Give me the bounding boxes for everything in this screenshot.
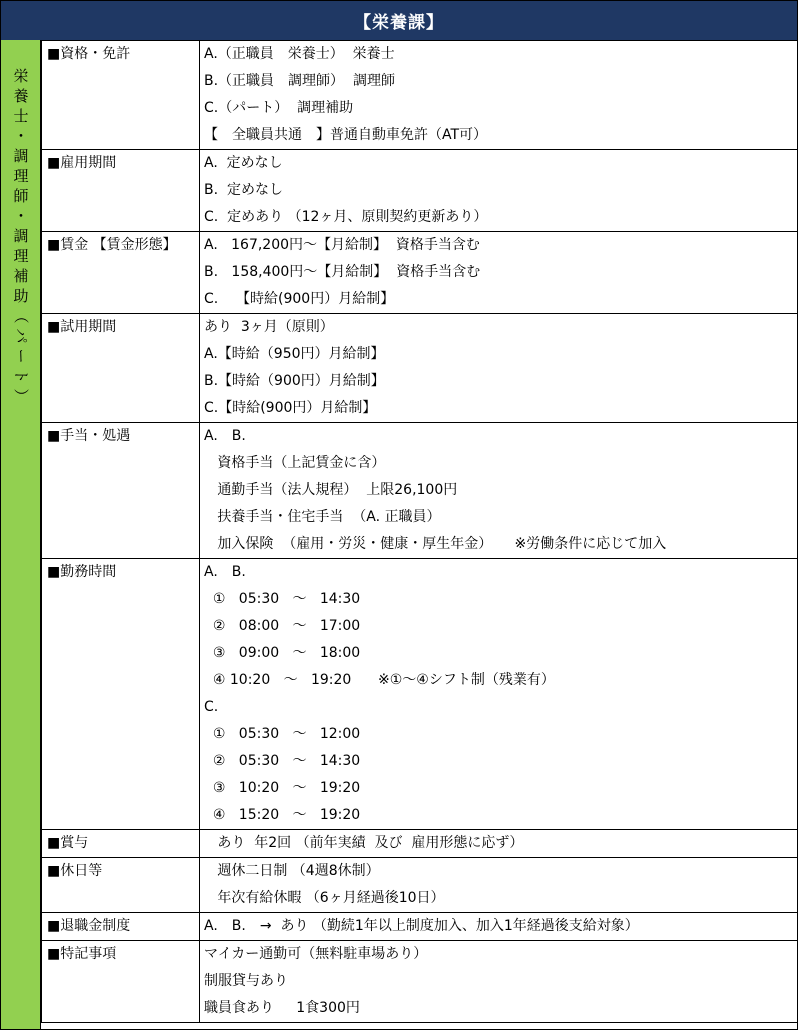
job-category-char: 調 (13, 147, 29, 165)
job-category-char: ） (12, 388, 30, 404)
content-line: C. 【時給(900円）月給制】 (204, 291, 395, 307)
row-label: ■雇用期間 (47, 155, 117, 171)
table-row (42, 314, 798, 423)
row-label-cell (42, 423, 200, 559)
row-label-cell (42, 41, 200, 150)
table-row (42, 150, 798, 232)
job-category-char: 養 (13, 87, 29, 105)
job-category-char: 補 (13, 267, 29, 285)
content-line: 【 全職員共通 】普通自動車免許（AT可） (204, 127, 488, 143)
row-label: ■賃金 【賃金形態】 (47, 237, 177, 253)
row-label: ■特記事項 (47, 946, 117, 962)
content-line: 職員食あり 1食300円 (204, 1000, 360, 1016)
content-line: ③ 10:20 ～ 19:20 (204, 780, 361, 796)
table-row (42, 913, 798, 941)
content-line: C.（パート） 調理補助 (204, 100, 354, 116)
job-category-char: 師 (13, 187, 29, 205)
row-label-cell (42, 913, 200, 941)
row-label: ■手当・処遇 (47, 428, 131, 444)
row-label-cell (42, 150, 200, 232)
job-category-char: 栄 (13, 67, 29, 85)
job-category-char: 理 (13, 247, 29, 265)
content-line: B.【時給（900円）月給制】 (204, 373, 385, 389)
job-category-char: ・ (13, 127, 29, 145)
content-line: マイカー通勤可（無料駐車場あり） (204, 946, 428, 962)
row-label-cell (42, 559, 200, 830)
table-row (42, 559, 798, 830)
content-line: C.【時給(900円）月給制】 (204, 400, 377, 416)
job-category-char: 理 (13, 167, 29, 185)
table-row (42, 41, 798, 150)
table-row (42, 941, 798, 1023)
table-row (42, 423, 798, 559)
content-line: C. 定めあり （12ヶ月、原則契約更新あり） (204, 209, 488, 225)
row-content-cell (200, 232, 798, 314)
content-line: C. (204, 699, 219, 715)
content-line: あり 年2回 （前年実績 及び 雇用形態に応ず） (204, 835, 524, 851)
row-label-cell (42, 830, 200, 858)
table-row (42, 858, 798, 913)
row-content-cell (200, 559, 798, 830)
row-label: ■勤務時間 (47, 564, 117, 580)
row-label: ■退職金制度 (47, 918, 131, 934)
row-content-cell (200, 941, 798, 1023)
row-label: ■資格・免許 (47, 46, 131, 62)
content-line: A. 定めなし (204, 155, 283, 171)
content-line: A. B. (204, 428, 246, 444)
row-label: ■休日等 (47, 863, 103, 879)
content-line: 制服貸与あり (204, 973, 288, 989)
table-row (42, 232, 798, 314)
job-category-char: 調 (13, 227, 29, 245)
content-line: 年次有給休暇 （6ヶ月経過後10日） (204, 890, 445, 906)
row-content-cell (200, 41, 798, 150)
row-content-cell (200, 858, 798, 913)
job-category-char: ト (12, 368, 30, 384)
job-info-table (41, 40, 798, 1023)
content-line: A. B. (204, 564, 246, 580)
job-category-char: （ (12, 308, 30, 324)
section-title: 【栄養課】 (354, 13, 444, 33)
section-header (1, 1, 797, 40)
job-category-label (1, 66, 41, 406)
content-line: A.【時給（950円）月給制】 (204, 346, 385, 362)
content-line: ④ 15:20 ～ 19:20 (204, 807, 361, 823)
row-label-cell (42, 314, 200, 423)
row-content-cell (200, 830, 798, 858)
row-label-cell (42, 941, 200, 1023)
row-label: ■試用期間 (47, 319, 117, 335)
content-line: A.（正職員 栄養士） 栄養士 (204, 46, 395, 62)
content-line: A. 167,200円～【月給制】 資格手当含む (204, 237, 480, 253)
row-label-cell (42, 858, 200, 913)
content-line: B. 158,400円～【月給制】 資格手当含む (204, 264, 481, 280)
content-line: あり 3ヶ月（原則） (204, 319, 334, 335)
row-content-cell (200, 423, 798, 559)
job-category-char: パ (12, 328, 30, 344)
table-row (42, 830, 798, 858)
row-content-cell (200, 913, 798, 941)
content-line: B. 定めなし (204, 182, 283, 198)
row-content-cell (200, 314, 798, 423)
job-category-column (1, 40, 41, 1029)
job-category-char: ー (12, 348, 30, 364)
content-line: A. B. → あり （勤続1年以上制度加入、加入1年経過後支給対象） (204, 918, 639, 934)
content-line: 週休二日制 （4週8休制） (204, 863, 380, 879)
row-label: ■賞与 (47, 835, 89, 851)
content-line: ① 05:30 ～ 14:30 (204, 591, 361, 607)
content-line: B.（正職員 調理師） 調理師 (204, 73, 395, 89)
job-category-char: 士 (13, 107, 29, 125)
row-content-cell (200, 150, 798, 232)
job-category-char: ・ (13, 207, 29, 225)
content-line: 扶養手当・住宅手当 （A. 正職員） (204, 509, 441, 525)
content-line: ③ 09:00 ～ 18:00 (204, 645, 361, 661)
content-line: ② 05:30 ～ 14:30 (204, 753, 361, 769)
content-line: ② 08:00 ～ 17:00 (204, 618, 361, 634)
content-line: 資格手当（上記賃金に含） (204, 455, 386, 471)
content-line: ① 05:30 ～ 12:00 (204, 726, 361, 742)
content-line: 加入保険 （雇用・労災・健康・厚生年金） ※労働条件に応じて加入 (204, 536, 667, 552)
content-line: 通勤手当（法人規程） 上限26,100円 (204, 482, 458, 498)
content-line: ④ 10:20 ～ 19:20 ※①～④シフト制（残業有） (204, 672, 555, 688)
job-category-char: 助 (13, 287, 29, 305)
row-label-cell (42, 232, 200, 314)
